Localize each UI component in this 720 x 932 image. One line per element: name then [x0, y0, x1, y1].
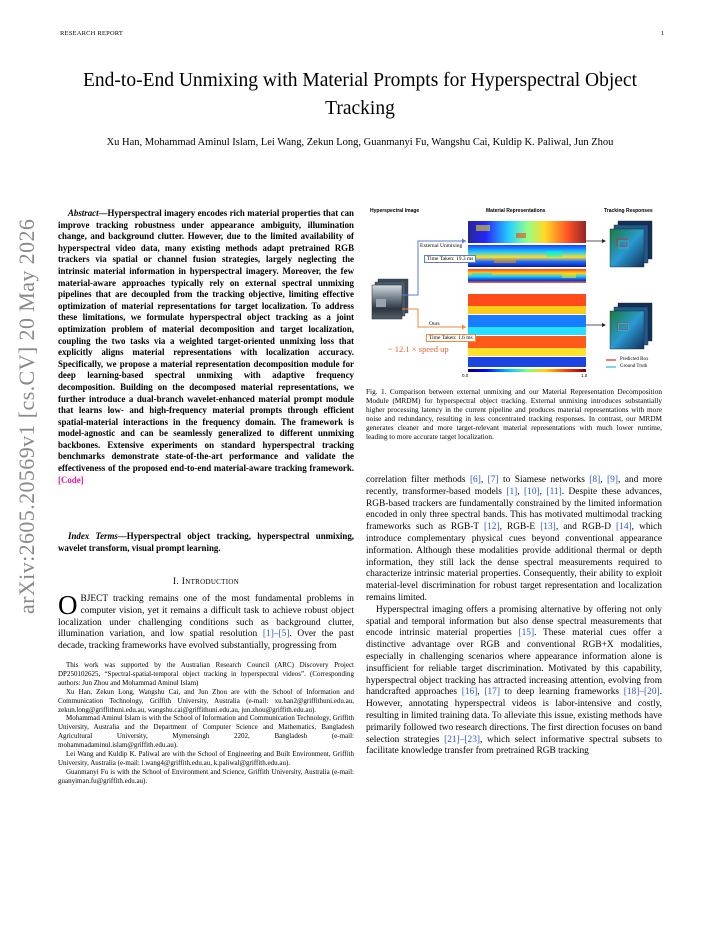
- paragraph: [366, 605, 662, 758]
- code-link[interactable]: [Code]: [58, 474, 84, 485]
- intro-first-word: BJECT: [80, 594, 108, 604]
- section-number: I.: [172, 577, 180, 587]
- intro-text-1: tracking remains one of the most fundamental problems in computer vision, yet it remains a difficult task to achieve robust object localization under challenging conditions such as background clutter, illumination variation, and low spatial resolution: [58, 594, 354, 640]
- author-list: Xu Han, Mohammad Aminul Islam, Lei Wang, Zekun Long, Guanmanyi Fu, Wangshu Cai, Kuldip K. Paliwal, Jun Zhou: [106, 137, 614, 148]
- right-column-body: [366, 475, 662, 758]
- citation-link[interactable]: [10]: [524, 486, 540, 497]
- text-span: Hyperspectral imaging offers a promising alternative by offering not only spatial and temporal information but also dense spectral measurements that encode intrinsic material properties: [366, 604, 662, 639]
- citation-link[interactable]: [17]: [484, 687, 500, 698]
- text-span: to deep learning frameworks: [499, 687, 624, 698]
- section-heading: [58, 577, 354, 587]
- material-maps-ours: [468, 294, 586, 367]
- footnotes: [58, 661, 354, 786]
- caption-text: Comparison between external unmixing and our Material Representation Decomposition Module (MRDM) for hyperspectral object tracking. External unmixing introduces substantially higher processing latency in the current pipeline and produces material representations with more noise and redundancy, resulting in less concentrated tracking responses. In contrast, our MRDM generates cleaner and more target-relevant material representations with much lower runtime, leading to more accurate target localization.: [366, 387, 662, 442]
- arxiv-watermark: arXiv:2605.20569v1 [cs.CV] 20 May 2026: [14, 218, 39, 614]
- citation-link[interactable]: [18]–[20]: [623, 687, 660, 698]
- citation-link[interactable]: [16]: [461, 687, 478, 698]
- citation-link[interactable]: [15]: [518, 628, 535, 639]
- citation-link[interactable]: [21]–[23]: [444, 734, 481, 745]
- footnote: Mohammad Aminul Islam is with the School of Information and Communication Technology, Griffith University, Australia and the Department of Computer Science and Mathematics, Bangladesh Agricultural University, Mymensingh 2202, Bangladesh (e-mail: mohammadaminul.islam@griffith.edu.au).: [58, 714, 354, 750]
- footnote: Lei Wang and Kuldip K. Paliwal are with the School of Engineering and Built Environment, Griffith University, Australia (e-mail: l.wang4@griffith.edu.au, k.paliwal@griffith.edu.au).: [58, 750, 354, 767]
- abstract-heading: Abstract: [68, 208, 99, 218]
- index-terms-heading: Index Terms: [68, 531, 118, 541]
- abstract: [58, 208, 354, 486]
- col-header-tracking: Tracking Responses: [604, 208, 653, 214]
- intro-text-2: . Over the past decade, tracking frameworks have evolved substantially, progressing from: [58, 629, 355, 652]
- text-span: . These material cues offer a distinctive advantage over RGB and conventional RGB+X modalities, especially in challenging scenarios where appearance information alone is insufficient for reliable target discrimination. Motivated by this capability, hyperspectral object tracking has attracted increasing attention, evolving from handcrafted approaches: [366, 628, 663, 698]
- figure-1: [366, 203, 662, 381]
- hyperspectral-cube: [372, 279, 408, 319]
- text-span: ,: [600, 475, 608, 485]
- citation-link[interactable]: [11]: [546, 486, 562, 497]
- speedup-label: ~ 12.1 × speed up: [388, 344, 449, 354]
- intro-paragraph: [58, 590, 355, 653]
- ours-label: Ours: [429, 321, 440, 327]
- text-span: ,: [480, 475, 488, 485]
- citation-link[interactable]: [12]: [483, 522, 500, 533]
- citation-link[interactable]: [7]: [487, 475, 499, 485]
- text-span: ,: [517, 486, 525, 497]
- external-time: Time Taken: 19.3 ms: [424, 255, 476, 263]
- footnote: This work was supported by the Australian Research Council (ARC) Discovery Project DP250102625, “Spectral-spatial-temporal object tracking in hyperspectral videos”. (Corresponding authors: Jun Zhou and Mohammad Aminul Islam): [58, 661, 354, 687]
- paper-title: End-to-End Unmixing with Material Prompts for Hyperspectral Object Tracking: [83, 70, 637, 119]
- index-terms-text: —Hyperspectral object tracking, hyperspectral unmixing, wavelet transform, visual prompt learning.: [58, 531, 354, 553]
- abstract-text: —Hyperspectral imagery encodes rich material properties that can improve tracking robustness under appearance ambiguity, illumination change, and background clutter. However, due to the limited availability of hyperspectral video data, many existing methods adapt pretrained RGB trackers via spatial or channel fusion strategies, largely neglecting the intrinsic material information in hyperspectral imagery. Moreover, the few material-aware approaches typically rely on external spectral unmixing pipelines that are decoupled from the tracking objective, limiting effective optimization of material representations for target localization. To address these limitations, we formulate hyperspectral object tracking as a joint optimization problem of material decomposition and target localization, coupling the two tasks via a weighted target-oriented unmixing loss that explicitly aligns material representations with localization accuracy. Specifically, we propose a material representation decomposition module for deep learning-based spectral unmixing with adaptive frequency decomposition. Building on the decomposed material representations, we further introduce a dual-branch wavelet-enhanced material prompt module that learns low- and high-frequency material prompts through efficient spatial-material interactions in the frequency domain. The framework is model-agnostic and can be seamlessly generalized to different unmixing backbones. Extensive experiments on standard hyperspectral tracking benchmarks demonstrate state-of-the-art performance and validate the effectiveness of the proposed end-to-end material-aware tracking framework.: [58, 208, 354, 474]
- caption-label: Fig. 1.: [366, 387, 387, 396]
- text-span: ,: [539, 486, 547, 497]
- text-span: correlation filter methods: [366, 475, 470, 485]
- tracking-response-ours: [610, 303, 652, 349]
- section-title: Introduction: [181, 577, 240, 587]
- citation-link[interactable]: [13]: [540, 522, 556, 533]
- legend-pred: Predicted Box: [620, 357, 649, 362]
- colorbar: [468, 369, 586, 372]
- index-terms: [58, 531, 354, 554]
- text-span: . However, annotating hyperspectral videos is labor-intensive and costly, resulting in limited training data. To alleviate this issue, existing methods have primarily followed two research directions. The first direction focuses on band selection strategies: [366, 687, 662, 745]
- figure-caption: [366, 387, 662, 442]
- text-span: , which introduce complementary physical cues beyond conventional appearance information. Although these modalities provide additional thermal or depth information, they still lack the dense spectral measurements required to characterize intrinsic material properties. Consequently, their ability to exploit material-level discrimination for robust target representation and localization remains limited.: [366, 522, 662, 603]
- col-header-hsi: Hyperspectral Image: [370, 208, 420, 214]
- text-span: to Siamese networks: [498, 475, 590, 485]
- text-span: . Despite these advances, RGB-based trackers are fundamentally constrained by the limited information encoded in only three spectral bands. This has motivated multimodal tracking frameworks such as RGB-T: [366, 486, 662, 533]
- citation-link[interactable]: [1]: [506, 486, 518, 497]
- material-maps-external: [468, 221, 586, 283]
- page-number: 1: [660, 30, 664, 37]
- drop-cap: O: [58, 590, 78, 620]
- ours-time: Time Taken: 1.6 ms: [426, 334, 476, 342]
- external-unmixing-label: External Unmixing: [420, 243, 463, 249]
- text-span: , which select informative spectral subsets to facilitate knowledge transfer from pretrained RGB tracking: [366, 734, 662, 757]
- citation-link[interactable]: [6]: [469, 475, 481, 485]
- text-span: , and more recently, transformer-based models: [366, 475, 663, 497]
- figure-graphic: [366, 203, 662, 381]
- citation-link[interactable]: [9]: [607, 475, 618, 485]
- tracking-response-external: [610, 221, 652, 267]
- footnote: Xu Han, Zekun Long, Wangshu Cai, and Jun Zhou are with the School of Information and Communication Technology, Griffith University, Australia (e-mail: xu.han2@griffithuni.edu.au, zekun.long@griffithuni.edu.au, wangshu.cai@griffithuni.edu.au, jun.zhou@griffith.edu.au).: [58, 687, 354, 714]
- citation-link[interactable]: [14]: [616, 522, 632, 533]
- running-header: RESEARCH REPORT: [60, 30, 124, 37]
- paragraph: [366, 475, 662, 605]
- text-span: ,: [477, 687, 485, 698]
- colorbar-max: 1.0: [581, 373, 588, 378]
- col-header-material: Material Representations: [486, 208, 546, 214]
- legend-gt: Ground Truth: [620, 364, 648, 369]
- text-span: , and RGB-D: [555, 522, 617, 533]
- citation-link[interactable]: [8]: [589, 475, 601, 485]
- footnote: Guanmanyi Fu is with the School of Environment and Science, Griffith University, Australia (e-mail: guanyiman.fu@griffith.edu.au).: [58, 767, 354, 785]
- text-span: , RGB-E: [499, 522, 541, 533]
- colorbar-min: 0.0: [462, 373, 469, 378]
- citation-link[interactable]: [1]–[5]: [262, 629, 290, 640]
